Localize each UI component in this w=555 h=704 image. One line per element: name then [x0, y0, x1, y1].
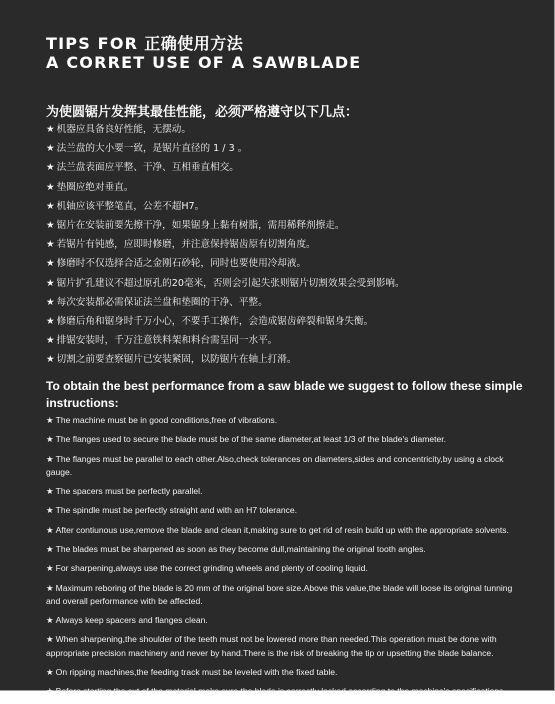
star-icon: ★ — [46, 354, 55, 366]
star-icon: ★ — [46, 124, 55, 135]
list-item: ★ 垫圈应绝对垂直。 — [46, 181, 134, 193]
list-item: ★ After contiunous use,remove the blade and clean it,making sure to get rid of resin build up with the appropriate solvents. — [46, 524, 509, 535]
list-item: ★ 法兰盘表面应平整、干净、互相垂直相交。 — [46, 162, 239, 174]
star-icon: ★ — [46, 200, 55, 212]
title-chinese: 正确使用方法 — [144, 34, 244, 53]
list-item: ★ 若锯片有钝感，应即时修磨，并注意保持锯齿原有切割角度。 — [46, 239, 316, 251]
list-item: ★ On ripping machines,the feeding track must be leveled with the fixed table. — [46, 666, 338, 677]
list-item: ★ 机轴应该平整笔直，公差不超H7。 — [46, 200, 205, 212]
list-item: ★ Maximum reboring of the blade is 20 mm of the original bore size.Above this value,the blade will loose its original tunning and overall performance with be affected. — [46, 582, 513, 606]
list-item: ★ 修磨后角和锯身时千万小心，不要手工操作，会造成锯齿碎裂和锯身失衡。 — [46, 316, 374, 328]
title-tips-for: TIPS FOR — [46, 34, 139, 53]
star-icon: ★ — [46, 686, 54, 697]
star-icon: ★ — [46, 220, 55, 232]
list-item: ★ 锯片在安装前要先擦干净，如果锯身上黏有树脂，需用稀释剂擦走。 — [46, 220, 345, 232]
star-icon: ★ — [46, 666, 54, 677]
list-item: ★ 切割之前要查察锯片已安装紧固，以防锯片在轴上打滑。 — [46, 354, 297, 366]
star-icon: ★ — [46, 524, 54, 535]
list-item: ★ Always keep spacers and flanges clean. — [46, 615, 208, 626]
list-item: ★ The machine must be in good conditions,free of vibrations. — [46, 415, 278, 425]
star-icon: ★ — [46, 258, 55, 270]
title-line-2: A CORRET USE OF A SAWBLADE — [46, 53, 362, 72]
list-item: ★ The spindle must be perfectly straight and with an H7 tolerance. — [46, 505, 298, 516]
star-icon: ★ — [46, 277, 55, 289]
star-icon: ★ — [46, 615, 54, 626]
list-item: ★ 机器应具备良好性能，无摆动。 — [46, 124, 191, 135]
page-title — [46, 34, 361, 72]
list-item: ★ 法兰盘的大小要一致，是锯片直径的 1 / 3 。 — [46, 143, 248, 155]
english-instruction-list — [46, 414, 524, 704]
english-heading: To obtain the best performance from a saw blade we suggest to follow these simple instructions: — [46, 379, 523, 410]
star-icon: ★ — [46, 582, 54, 593]
star-icon: ★ — [46, 415, 54, 425]
star-icon: ★ — [46, 143, 55, 155]
list-item: ★ The flanges must be parallel to each other.Also,check tolerances on diameters,sides and concentricity,by using a clock gauge. — [46, 453, 504, 477]
list-item: ★ 每次安装都必需保证法兰盘和垫圈的干净、平整。 — [46, 296, 268, 308]
list-item: ★ 修磨时不仅选择合适之金刚石砂轮，同时也要使用冷却液。 — [46, 258, 307, 270]
chinese-instruction-list — [46, 120, 534, 370]
title-line-1 — [46, 34, 361, 53]
star-icon: ★ — [46, 239, 55, 251]
star-icon: ★ — [46, 335, 55, 347]
star-icon: ★ — [46, 563, 54, 574]
star-icon: ★ — [46, 543, 54, 554]
chinese-heading: 为使圆锯片发挥其最佳性能，必须严格遵守以下几点： — [46, 105, 359, 120]
star-icon: ★ — [46, 162, 55, 174]
list-item: ★ When sharpening,the shoulder of the teeth must not be lowered more than needed.This operation must be done with appropriate precision machinery and never by hand.There is the risk of breaking the tip or upsetting the blade balance. — [46, 634, 497, 658]
star-icon: ★ — [46, 634, 54, 645]
star-icon: ★ — [46, 316, 55, 328]
star-icon: ★ — [46, 486, 54, 497]
star-icon: ★ — [46, 505, 54, 516]
list-item: ★ The flanges used to secure the blade must be of the same diameter,at least 1/3 of the blade's diameter. — [46, 434, 446, 445]
list-item: ★ For sharpening,always use the correct grinding wheels and plenty of cooling liquid. — [46, 563, 368, 574]
star-icon: ★ — [46, 434, 54, 445]
list-item: ★ 排锯安装时，千万注意铁料架和料台需呈同一水平。 — [46, 335, 278, 347]
star-icon: ★ — [46, 296, 55, 308]
list-item: ★ The spacers must be perfectly parallel. — [46, 486, 203, 497]
list-item: ★ Before starting the cut of the material,make sure the blade is correctly locked according to the machine's specifications. — [46, 686, 506, 697]
star-icon: ★ — [46, 453, 54, 464]
star-icon: ★ — [46, 181, 55, 193]
list-item: ★ The blades must be sharpened as soon as they become dull,maintaining the original tooth angles. — [46, 543, 426, 554]
list-item: ★ 锯片扩孔建议不超过原孔的20毫米，否则会引起失张则锯片切割效果会受到影响。 — [46, 277, 405, 289]
